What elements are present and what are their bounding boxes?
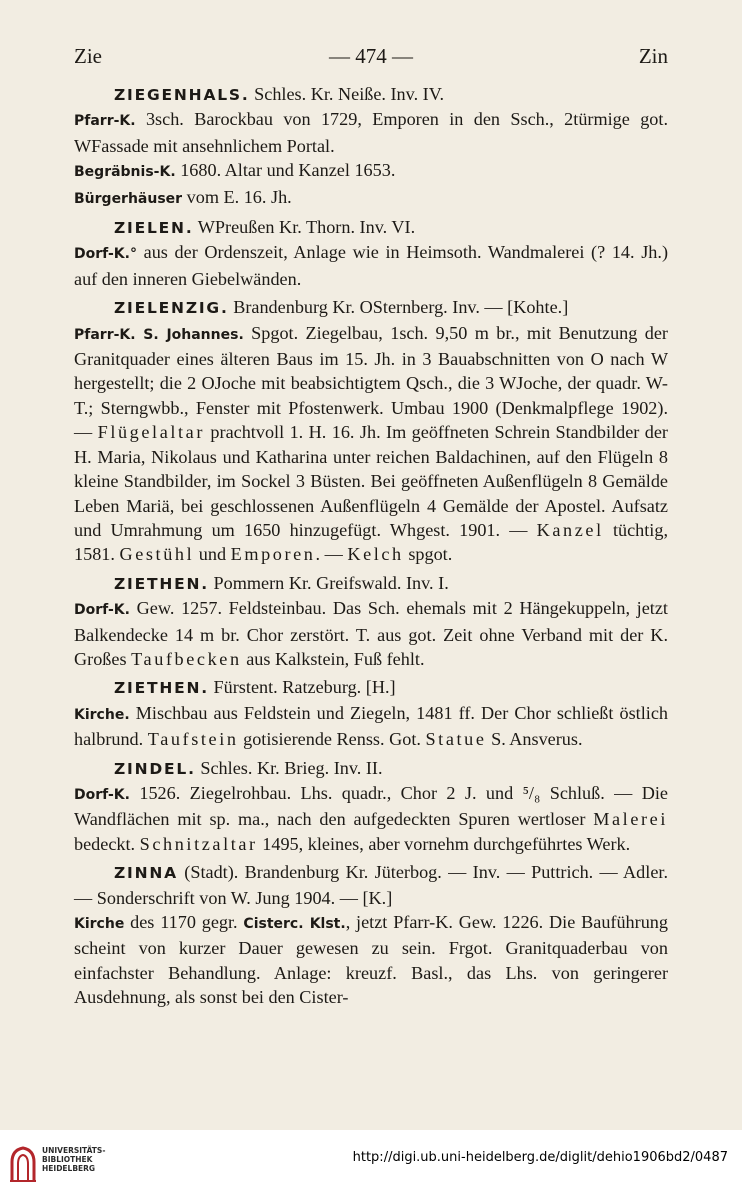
place-name: ZIEGENHALS. bbox=[114, 86, 250, 104]
page-number: — 474 — bbox=[329, 44, 413, 68]
line-text: . — bbox=[315, 544, 348, 565]
entry-intro: Schles. Kr. Brieg. Inv. II. bbox=[195, 757, 383, 778]
entry-line bbox=[74, 107, 668, 158]
entry-zinna bbox=[74, 860, 668, 1009]
entry-line bbox=[74, 910, 668, 1010]
line-text: und bbox=[194, 544, 231, 565]
entry-intro: Pommern Kr. Greifswald. Inv. I. bbox=[209, 572, 449, 593]
place-name: ZIELENZIG. bbox=[114, 299, 229, 318]
entry-intro: (Stadt). Brandenburg Kr. Jüterbog. — Inv. — Puttrich. — Adler. — Sonderschrift von W. Jung 1904. — [K.] bbox=[74, 862, 668, 908]
entry-heading bbox=[74, 295, 668, 320]
page-body bbox=[74, 82, 668, 1010]
library-name-line: BIBLIOTHEK bbox=[42, 1155, 93, 1164]
building-label: Pfarr-K. bbox=[74, 113, 136, 130]
entry-heading bbox=[74, 756, 668, 781]
spaced-term: Kanzel bbox=[536, 519, 604, 540]
spaced-term: Statue bbox=[425, 729, 487, 750]
entry-heading bbox=[74, 675, 668, 700]
place-name: ZINNA bbox=[114, 864, 178, 883]
entry-intro: Schles. Kr. Neiße. Inv. IV. bbox=[249, 84, 445, 104]
entry-line bbox=[74, 321, 668, 567]
entry-ziegenhals bbox=[74, 82, 668, 211]
place-name: ZIELEN. bbox=[114, 219, 194, 238]
spaced-term: Emporen bbox=[230, 544, 316, 565]
entry-intro: Fürstent. Ratzeburg. [H.] bbox=[209, 677, 396, 698]
entry-ziethen-ratzeburg bbox=[74, 675, 668, 751]
spaced-term: Kelch bbox=[347, 544, 404, 565]
library-name-line: UNIVERSITÄTS- bbox=[42, 1146, 106, 1155]
spaced-term: Taufbecken bbox=[131, 648, 242, 669]
library-name bbox=[42, 1146, 105, 1173]
digitization-footer bbox=[0, 1130, 742, 1196]
entry-heading bbox=[74, 571, 668, 596]
spaced-term: Gestühl bbox=[119, 544, 195, 565]
spaced-term: Flügelaltar bbox=[97, 422, 205, 443]
line-text: prachtvoll 1. H. 16. Jh. Im geöffneten Schrein Standbilder der H. Maria, Nikolaus und Katharina unter reichen Baldachinen, auf den Flügeln 8 kleine Standbilder, im Sockel 3 Büsten. Bei geöffneten Außenflügeln 8 Gemälde Leben Mariä, bei geschlossenen Außenflügeln 4 Gemälde der Apostel. Aufsatz und Umrahmung um 1650 hinzugefügt. Whgest. 1901. — bbox=[74, 422, 668, 540]
entry-heading bbox=[74, 215, 668, 240]
entry-zielenzig bbox=[74, 295, 668, 566]
place-name: ZINDEL. bbox=[114, 759, 196, 778]
entry-ziethen-pommern bbox=[74, 571, 668, 672]
line-text: vom E. 16. Jh. bbox=[182, 186, 292, 207]
spaced-term: Taufstein bbox=[147, 729, 239, 750]
building-label: Dorf-K.° bbox=[74, 246, 137, 263]
entry-zielen bbox=[74, 215, 668, 291]
entry-line bbox=[74, 158, 668, 184]
building-label: Pfarr-K. S. Johannes. bbox=[74, 326, 244, 343]
entry-intro: Brandenburg Kr. OSternberg. Inv. — [Kohte.] bbox=[228, 297, 569, 318]
line-text: 1680. Altar und Kanzel 1653. bbox=[175, 160, 396, 181]
entry-zindel bbox=[74, 756, 668, 857]
line-text: S. Ansverus. bbox=[486, 729, 583, 750]
entry-intro: WPreußen Kr. Thorn. Inv. VI. bbox=[193, 217, 416, 238]
building-label: Begräbnis-K. bbox=[74, 164, 176, 181]
building-label: Dorf-K. bbox=[74, 786, 130, 803]
line-text: aus Kalkstein, Fuß fehlt. bbox=[241, 648, 425, 669]
building-label: Bürgerhäuser bbox=[74, 190, 183, 207]
entry-heading bbox=[74, 82, 668, 107]
entry-line bbox=[74, 240, 668, 291]
line-text: 1495, kleines, aber vornehm durchgeführtes Werk. bbox=[257, 833, 631, 854]
library-logo-icon bbox=[8, 1144, 38, 1184]
line-text: aus der Ordenszeit, Anlage wie in Heimsoth. Wandmalerei (? 14. Jh.) auf den inneren Giebelwänden. bbox=[74, 242, 668, 289]
line-text: Gew. 1257. Feldsteinbau. Das Sch. ehemals mit 2 Hängekuppeln, jetzt Balkendecke 14 m br. Chor zerstört. T. aus got. Zeit ohne Verband mit der K. Großes bbox=[74, 598, 668, 669]
source-url-link[interactable]: http://digi.ub.uni-heidelberg.de/diglit/dehio1906bd2/0487 bbox=[352, 1150, 728, 1165]
place-name: ZIETHEN. bbox=[114, 574, 209, 593]
bold-term: Cisterc. Klst. bbox=[243, 916, 346, 932]
entry-heading bbox=[74, 860, 668, 910]
entry-line bbox=[74, 596, 668, 671]
line-text: , jetzt Pfarr-K. Gew. 1226. Die Bauführung scheint von kurzer Dauer gewesen zu sein. Frgot. Granitquaderbau von einfachster Behandlung. Anlage: kreuzf. Basl., das Lhs. von geringerer Ausdehnung, als sonst bei den Cister- bbox=[74, 912, 668, 1008]
entry-line bbox=[74, 781, 668, 856]
line-text: Mischbau aus Feldstein und Ziegeln, 1481 ff. Der Chor schließt östlich halbrund. bbox=[74, 702, 668, 750]
entry-line bbox=[74, 701, 668, 752]
line-text: 3sch. Barockbau von 1729, Emporen in den Ssch., 2türmige got. WFassade mit ansehnlichem Portal. bbox=[74, 109, 668, 156]
library-name-line: HEIDELBERG bbox=[42, 1164, 96, 1173]
line-text: bedeckt. bbox=[74, 833, 140, 854]
header-right: Zin bbox=[638, 44, 668, 68]
line-text: spgot. bbox=[403, 544, 453, 565]
building-label: Dorf-K. bbox=[74, 602, 130, 619]
line-text: tüchtig, 1581. bbox=[74, 519, 668, 565]
building-label: Kirche. bbox=[74, 706, 130, 723]
line-text: 1526. Ziegelrohbau. Lhs. quadr., Chor 2 J. und ⁵/₈ Schluß. — Die Wandflächen mit sp. ma., nach den aufgedeckten Spuren wertloser bbox=[74, 782, 668, 830]
header-left: Zie bbox=[74, 44, 102, 68]
spaced-term: Malerei bbox=[593, 809, 668, 830]
running-header bbox=[74, 44, 668, 74]
line-text: des 1170 gegr. bbox=[124, 912, 244, 932]
line-text: Spgot. Ziegelbau, 1sch. 9,50 m br., mit Benutzung der Granitquader eines älteren Baus im 15. Jh. in 3 Bauabschnitten von O nach W hergestellt; die 2 OJoche mit beabsichtigtem Qsch., die 3 WJoche, der quadr. W-T.; Sterngwbb., Fenster mit Pfostenwerk. Umbau 1900 (Denkmalpflege 1902). — bbox=[74, 322, 668, 443]
entry-line bbox=[74, 185, 668, 211]
line-text: gotisierende Renss. Got. bbox=[238, 729, 426, 750]
building-label: Kirche bbox=[74, 916, 125, 932]
spaced-term: Schnitzaltar bbox=[139, 833, 258, 854]
place-name: ZIETHEN. bbox=[114, 679, 209, 698]
